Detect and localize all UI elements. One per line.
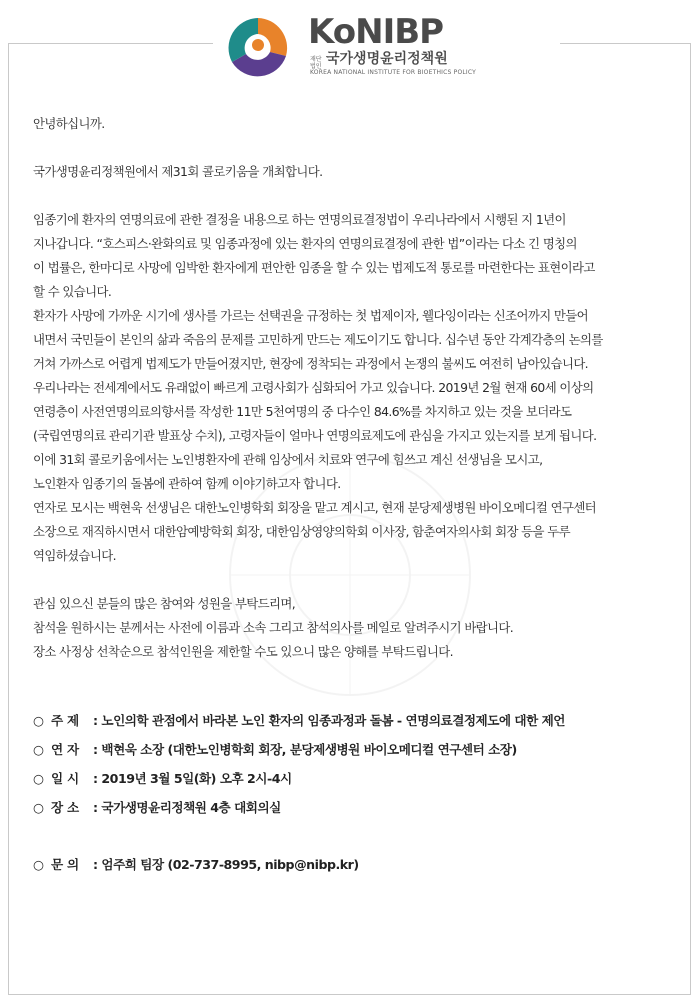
paragraph-line: 거쳐 가까스로 어렵게 법제도가 만들어졌지만, 현장에 정착되는 과정에서 논쟁의 불씨도 여전히 남아있습니다. <box>33 356 589 371</box>
info-row-datetime: ○ 일 시 : 2019년 3월 5일(화) 오후 2시-4시 <box>33 764 673 793</box>
paragraph-line: 할 수 있습니다. <box>33 284 112 299</box>
logo-wordmark: KoNIBP <box>308 12 444 52</box>
paragraph-line: 관심 있으신 분들의 많은 참여와 성원을 부탁드리며, <box>33 596 296 611</box>
bullet-circle-icon: ○ <box>33 713 44 728</box>
paragraph-line: 내면서 국민들이 본인의 삶과 죽음의 문제를 고민하게 만드는 제도이기도 합니다. 십수년 동안 각계각층의 논의를 <box>33 332 603 347</box>
bullet-circle-icon: ○ <box>33 771 44 786</box>
bullet-circle-icon: ○ <box>33 742 44 757</box>
logo-korean-name: 국가생명윤리정책원 <box>326 51 448 67</box>
logo-foundation-mark: 재단 법인 <box>310 56 322 70</box>
konibp-emblem-icon <box>222 14 294 80</box>
paragraph-line: 소장으로 재직하시면서 대한암예방학회 회장, 대한임상영양의학회 이사장, 함춘여자의사회 회장 등을 두루 <box>33 524 570 539</box>
greeting: 안녕하십니까. <box>33 116 105 131</box>
info-row-speaker: ○ 연 자 : 백현욱 소장 (대한노인병학회 회장, 분당제생병원 바이오메디컬 연구센터 소장) <box>33 735 673 764</box>
paragraph-line: 연령층이 사전연명의료의향서를 작성한 11만 5천여명의 중 다수인 84.6%를 차지하고 있는 것을 보더라도 <box>33 404 572 419</box>
info-value: 국가생명윤리정책원 4층 대회의실 <box>101 800 281 815</box>
paragraph-line: 이에 31회 콜로키움에서는 노인병환자에 관해 임상에서 치료와 연구에 힘쓰고 계신 선생님을 모시고, <box>33 452 543 467</box>
closing-paragraph <box>33 592 673 664</box>
bullet-circle-icon: ○ <box>33 857 44 872</box>
logo-english-name: KOREA NATIONAL INSTITUTE FOR BIOETHICS POLICY <box>310 69 477 76</box>
main-paragraph <box>33 208 673 568</box>
paragraph-line: 우리나라는 전세계에서도 유래없이 빠르게 고령사회가 심화되어 가고 있습니다. 2019년 2월 현재 60세 이상의 <box>33 380 594 395</box>
bullet-circle-icon: ○ <box>33 800 44 815</box>
contact-value[interactable]: 엄주희 팀장 (02-737-8995, nibp@nibp.kr) <box>101 857 359 872</box>
paragraph-line: 연자로 모시는 백현욱 선생님은 대한노인병학회 회장을 맡고 계시고, 현재 분당제생병원 바이오메디컬 연구센터 <box>33 500 597 515</box>
info-row-contact: ○ 문 의 : 엄주희 팀장 (02-737-8995, nibp@nibp.kr) <box>33 850 673 879</box>
paragraph-line: 지나갑니다. “호스피스·완화의료 및 임종과정에 있는 환자의 연명의료결정에 관한 법”이라는 다소 긴 명칭의 <box>33 236 577 251</box>
info-row-venue: ○ 장 소 : 국가생명윤리정책원 4층 대회의실 <box>33 793 673 822</box>
paragraph-line: 역임하셨습니다. <box>33 548 116 563</box>
paragraph-line: (국립연명의료 관리기관 발표상 수치), 고령자들이 얼마나 연명의료제도에 관심을 가지고 있는지를 보게 됩니다. <box>33 428 597 443</box>
announcement: 국가생명윤리정책원에서 제31회 콜로키움을 개최합니다. <box>33 164 323 179</box>
info-value: 2019년 3월 5일(화) 오후 2시-4시 <box>101 771 292 786</box>
paragraph-line: 참석을 원하시는 분께서는 사전에 이름과 소속 그리고 참석의사를 메일로 알려주시기 바랍니다. <box>33 620 514 635</box>
paragraph-line: 이 법률은, 한마디로 사망에 임박한 환자에게 편안한 임종을 할 수 있는 법제도적 통로를 마련한다는 표현이라고 <box>33 260 595 275</box>
info-value: 백현욱 소장 (대한노인병학회 회장, 분당제생병원 바이오메디컬 연구센터 소장) <box>101 742 517 757</box>
info-row-topic: ○ 주 제 : 노인의학 관점에서 바라본 노인 환자의 임종과정과 돌봄 - 연명의료결정제도에 대한 제언 <box>33 706 673 735</box>
info-value: 노인의학 관점에서 바라본 노인 환자의 임종과정과 돌봄 - 연명의료결정제도에 대한 제언 <box>101 713 565 728</box>
paragraph-line: 노인환자 임종기의 돌봄에 관하여 함께 이야기하고자 합니다. <box>33 476 341 491</box>
paragraph-line: 임종기에 환자의 연명의료에 관한 결정을 내용으로 하는 연명의료결정법이 우리나라에서 시행된 지 1년이 <box>33 212 566 227</box>
konibp-logo <box>222 12 482 82</box>
event-info <box>33 706 673 879</box>
letter-body <box>33 112 673 664</box>
paragraph-line: 장소 사정상 선착순으로 참석인원을 제한할 수도 있으니 많은 양해를 부탁드립니다. <box>33 644 453 659</box>
paragraph-line: 환자가 사망에 가까운 시기에 생사를 가르는 선택권을 규정하는 첫 법제이자, 웰다잉이라는 신조어까지 만들어 <box>33 308 589 323</box>
